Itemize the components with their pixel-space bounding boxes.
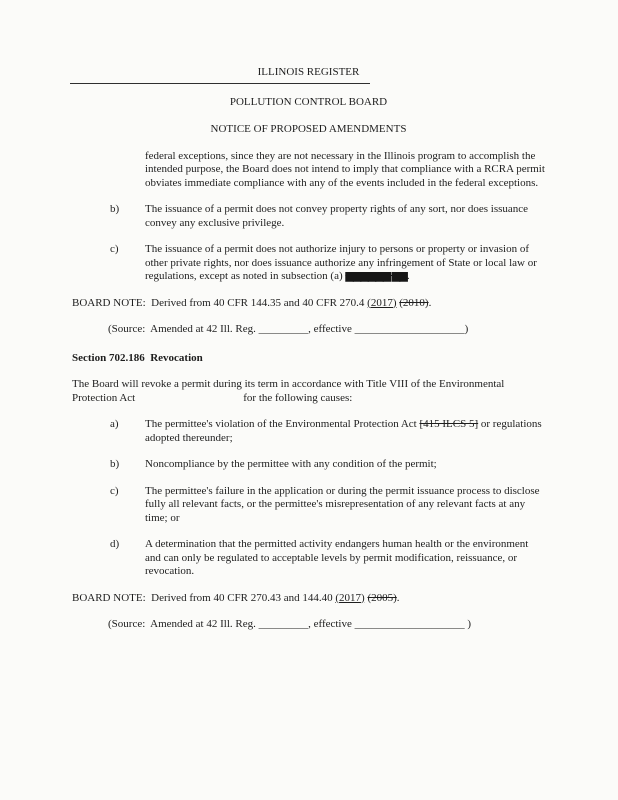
list-item-a	[72, 418, 545, 445]
list-item-label: c)	[110, 484, 119, 497]
board-note-text: BOARD NOTE: Derived from 40 CFR 144.35 and 40 CFR 270.4	[72, 296, 368, 309]
list-item-text: The permittee's failure in the application or during the permit issuance process to disclose fully all relevant facts, or the permittee's misrepresentation of any relevant facts at any time; or	[145, 484, 543, 524]
section-heading: Section 702.186 Revocation	[72, 351, 203, 364]
list-item-d	[72, 538, 545, 579]
text-fragment: for the following causes:	[243, 391, 353, 404]
list-item-c	[72, 243, 545, 284]
text-fragment: The Board will revoke a permit during its term in accordance with Title VIII of the Environmental Protection Act	[72, 378, 508, 404]
list-item-text	[145, 243, 545, 284]
list-item-text: Noncompliance by the permittee with any condition of the permit;	[145, 458, 437, 470]
text-fragment: .	[406, 270, 410, 282]
board-note	[72, 592, 545, 606]
list-item-text: A determination that the permitted activity endangers human health or the environment and can only be regulated to acceptable levels by permit modification, reissuance, or revocation.	[145, 538, 532, 577]
board-note	[72, 297, 545, 311]
list-item-label: b)	[110, 203, 120, 215]
list-item-b	[72, 203, 545, 230]
list-item-text	[145, 418, 545, 445]
revocation-intro	[72, 378, 545, 405]
board-note-period: .	[396, 591, 400, 604]
list-item-label: b)	[110, 458, 120, 470]
text-fragment: The issuance of a permit does not authorize injury to persons or property or invasion of other private rights, nor does issuance authorize any infringement of State or local law or regulations, except as noted in subsection (a)	[145, 243, 540, 282]
register-title: ILLINOIS REGISTER	[257, 66, 360, 78]
board-note-period: .	[428, 296, 432, 309]
board-note-text: BOARD NOTE: Derived from 40 CFR 270.43 and 144.40	[72, 591, 336, 604]
deleted-text: (2010)	[399, 296, 429, 309]
text-fragment: The permittee's violation of the Environmental Protection Act	[145, 418, 420, 430]
list-item-c	[72, 485, 545, 526]
list-item-label: c)	[110, 243, 119, 255]
inserted-text: (2017)	[367, 296, 397, 309]
source-line: (Source: Amended at 42 Ill. Reg. _________, effective ____________________ )	[108, 618, 472, 630]
notice-title: NOTICE OF PROPOSED AMENDMENTS	[210, 123, 407, 135]
deleted-text: (2005)	[367, 591, 397, 604]
inserted-text: (2017)	[335, 591, 365, 604]
continuation-paragraph: federal exceptions, since they are not necessary in the Illinois program to accomplish the intended purpose, the Board does not intend to imply that compliance with a RCRA permit obviates immediate compliance with any of the events included in the federal exceptions.	[145, 149, 548, 189]
deleted-text: [415 ILCS 5]	[419, 418, 479, 430]
board-title: POLLUTION CONTROL BOARD	[229, 95, 388, 108]
source-line: (Source: Amended at 42 Ill. Reg. _________, effective ____________________)	[108, 323, 469, 335]
list-item-b	[72, 458, 545, 472]
list-item-text: The issuance of a permit does not convey property rights of any sort, nor does issuance convey any exclusive privilege.	[145, 203, 531, 229]
list-item-label: d)	[110, 538, 120, 550]
text-fragment: or regulations adopted thereunder;	[145, 418, 545, 444]
list-item-label: a)	[110, 418, 119, 430]
struck-out-text: ▆▆▆▆▆▆ ▆▆	[345, 270, 407, 282]
